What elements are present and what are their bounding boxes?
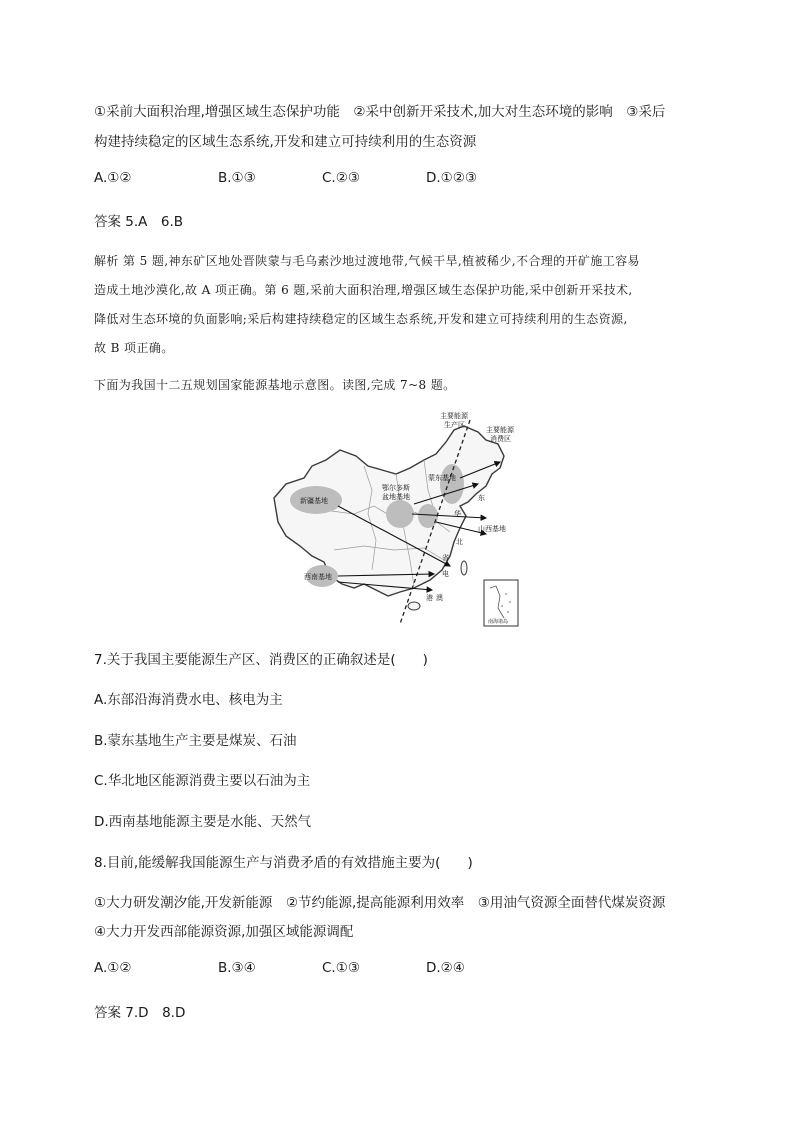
q8-option-d: D.②④: [426, 960, 465, 976]
energy-base-map: [264, 410, 528, 632]
map-char-ao: 澳: [436, 594, 443, 602]
shanxi-base-label: 山西基地: [478, 525, 506, 533]
consumption-zone-label-2: 消费区: [490, 435, 511, 443]
inset-label: 南海诸岛: [488, 619, 509, 625]
xinjiang-base-label: 新疆基地: [300, 497, 328, 505]
intro-text: 下面为我国十二五规划国家能源基地示意图。读图,完成 7~8 题。: [94, 378, 456, 392]
map-char-sheng: 省: [442, 554, 449, 562]
q7-option-d: D.西南基地能源主要是水能、天然气: [94, 814, 312, 830]
analysis-line4: 故 B 项正确。: [94, 341, 174, 355]
q6-statements-line1: ①采前大面积治理,增强区域生态保护功能 ②采中创新开采技术,加大对生态环境的影响 ③采后: [94, 104, 666, 120]
q7-option-a: A.东部沿海消费水电、核电为主: [94, 692, 283, 708]
analysis-line3: 降低对生态环境的负面影响;采后构建持续稳定的区域生态系统,开发和建立可持续利用的生态资源,: [94, 312, 628, 326]
q7-option-c: C.华北地区能源消费主要以石油为主: [94, 773, 311, 789]
southwest-base-label: 西南基地: [304, 573, 332, 581]
q8-option-c: C.①③: [322, 960, 360, 976]
map-char-bei: 北: [456, 538, 463, 546]
map-char-hua: 华: [454, 510, 461, 518]
q6-option-c: C.②③: [322, 170, 360, 186]
ordos-base-label: 鄂尔多斯: [382, 484, 410, 492]
q7-option-b: B.蒙东基地生产主要是煤炭、石油: [94, 733, 297, 749]
mengdong-base-region: [440, 464, 464, 504]
q8-option-b: B.③④: [218, 960, 256, 976]
analysis-line2: 造成土地沙漠化,故 A 项正确。第 6 题,采前大面积治理,增强区域生态保护功能,采中创新开采技术,: [94, 283, 633, 297]
answer-7-8: 答案 7.D 8.D: [94, 1005, 186, 1021]
production-zone-label-2: 生产区: [444, 421, 465, 429]
analysis-line1: 解析 第 5 题,神东矿区地处晋陕蒙与毛乌素沙地过渡地带,气候干旱,植被稀少,不合理的开矿施工容易: [94, 254, 640, 268]
consumption-zone-label: 主要能源: [486, 426, 514, 434]
q8-option-a: A.①②: [94, 960, 132, 976]
ordos-base-region: [386, 500, 414, 528]
q8-statements-line1: ①大力研发潮汐能,开发新能源 ②节约能源,提高能源利用效率 ③用油气资源全面替代煤炭资源: [94, 895, 666, 911]
production-zone-label: 主要能源: [440, 412, 468, 420]
answer-5-6: 答案 5.A 6.B: [94, 214, 184, 230]
ordos-base-label-2: 盆地基地: [382, 493, 410, 501]
q6-option-d: D.①②③: [426, 170, 477, 186]
q8-stem: 8.目前,能缓解我国能源生产与消费矛盾的有效措施主要为( ): [94, 855, 473, 871]
shanxi-base-region: [418, 504, 438, 528]
mengdong-base-label: 蒙东基地: [428, 474, 456, 482]
map-char-dian: 电: [442, 570, 449, 578]
q8-statements-line2: ④大力开发西部能源资源,加强区域能源调配: [94, 924, 354, 940]
map-char-dong: 东: [478, 494, 485, 502]
q6-statements-line2: 构建持续稳定的区域生态系统,开发和建立可持续利用的生态资源: [94, 134, 477, 150]
q7-stem: 7.关于我国主要能源生产区、消费区的正确叙述是( ): [94, 652, 428, 668]
q6-option-a: A.①②: [94, 170, 132, 186]
q6-option-b: B.①③: [218, 170, 256, 186]
map-char-gang: 港: [426, 594, 433, 602]
